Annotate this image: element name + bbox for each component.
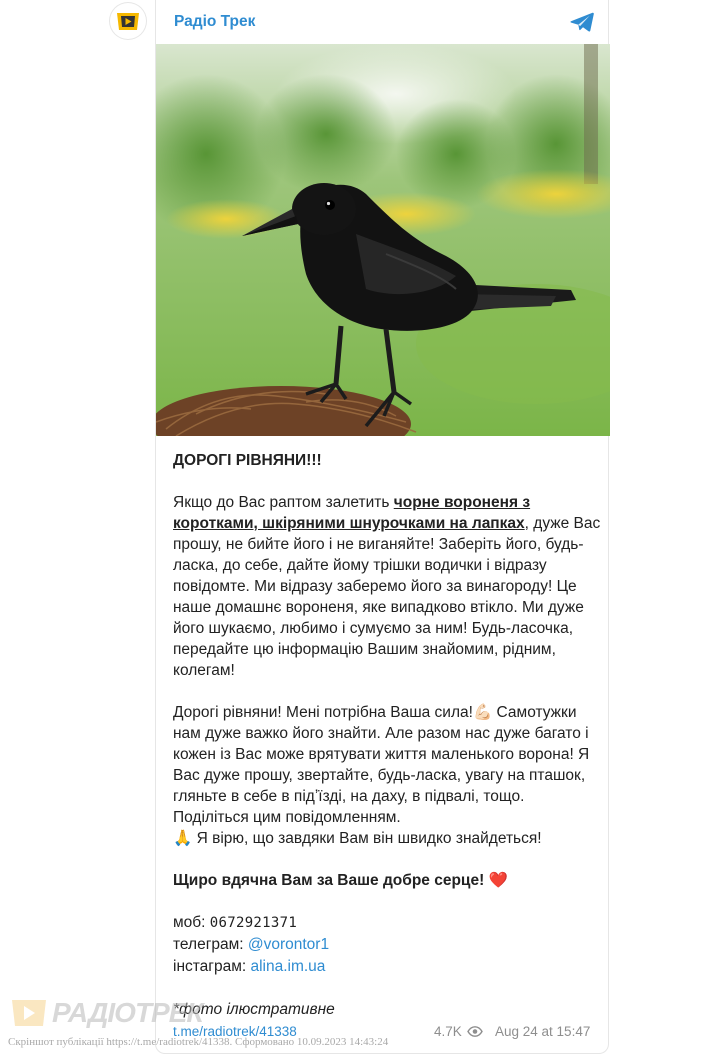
views-count: 4.7K xyxy=(434,1024,462,1039)
photo-note: *фото ілюстративне xyxy=(173,1001,335,1018)
post-permalink[interactable]: t.me/radiotrek/41338 xyxy=(173,1024,297,1039)
screenshot-caption: Скріншот публікації https://t.me/radiotrek/41338. Сформовано 10.09.2023 14:43:24 xyxy=(8,1036,389,1048)
phone-number[interactable]: 0672921371 xyxy=(209,915,298,931)
post-photo-crow[interactable] xyxy=(156,44,610,436)
radio-trek-watermark-icon xyxy=(10,997,48,1029)
instagram-link[interactable]: alina.im.ua xyxy=(250,958,326,975)
highlighted-text: чорне вороненя з коротками, шкіряними шнурочками на лапках xyxy=(173,494,531,532)
post-text xyxy=(173,450,603,1041)
post-paragraph-1: Якщо до Вас раптом залетить чорне вороненя з коротками, шкіряними шнурочками на лапках, дуже Вас прошу, не бийте його і не виганяйте! Заберіть його, будь-ласка, до себе, дайте йому трішки водички і відразу повідомте. Ми відразу заберемо його за винагороду! Це наше домашнє вороненя, яке випадково втікло. Ми дуже його шукаємо, любимо і сумуємо за ним! Будь-ласочка, передайте цю інформацію Вашим знайомим, рідним, колегам! xyxy=(173,494,601,679)
post-date[interactable]: Aug 24 at 15:47 xyxy=(495,1024,591,1039)
views-counter xyxy=(434,1024,483,1039)
contacts-block xyxy=(173,912,603,978)
instagram-row: інстаграм: alina.im.ua xyxy=(173,958,326,975)
post-header xyxy=(156,0,610,44)
folded-hands-icon: 🙏 xyxy=(173,829,193,847)
heart-icon: ❤️ xyxy=(488,871,508,889)
eye-icon xyxy=(467,1026,483,1037)
post-paragraph-2: Дорогі рівняни! Мені потрібна Ваша сила!💪🏻 Самотужки нам дуже важко його знайти. Але разом нас дуже багато і кожен із Вас може врятувати життя маленького ворона! Я Вас дуже прошу, звертайте, будь-ласка, увагу на пташок, гляньте в себе в підʼїзді, на даху, в підвалі, тощо. Поділіться цим повідомленням. 🙏 Я вірю, що завдяки Вам він швидко знайдеться! xyxy=(173,703,590,847)
flexed-biceps-icon: 💪🏻 xyxy=(472,703,493,721)
telegram-icon[interactable] xyxy=(570,12,594,37)
phone-row: моб: 0672921371 xyxy=(173,914,298,931)
channel-avatar[interactable] xyxy=(110,3,146,39)
channel-name-link[interactable]: Радіо Трек xyxy=(174,13,256,30)
telegram-handle-link[interactable]: @vorontor1 xyxy=(247,936,330,953)
post-card xyxy=(155,0,609,1054)
telegram-row: телеграм: @vorontor1 xyxy=(173,936,330,953)
post-heading: ДОРОГІ РІВНЯНИ!!! xyxy=(173,452,322,469)
watermark-logo-text: РАДІОТРЕК xyxy=(52,997,203,1028)
watermark-logo xyxy=(10,996,203,1030)
post-thanks: Щиро вдячна Вам за Ваше добре серце! ❤️ xyxy=(173,871,508,889)
radio-trek-logo-icon xyxy=(113,6,143,36)
